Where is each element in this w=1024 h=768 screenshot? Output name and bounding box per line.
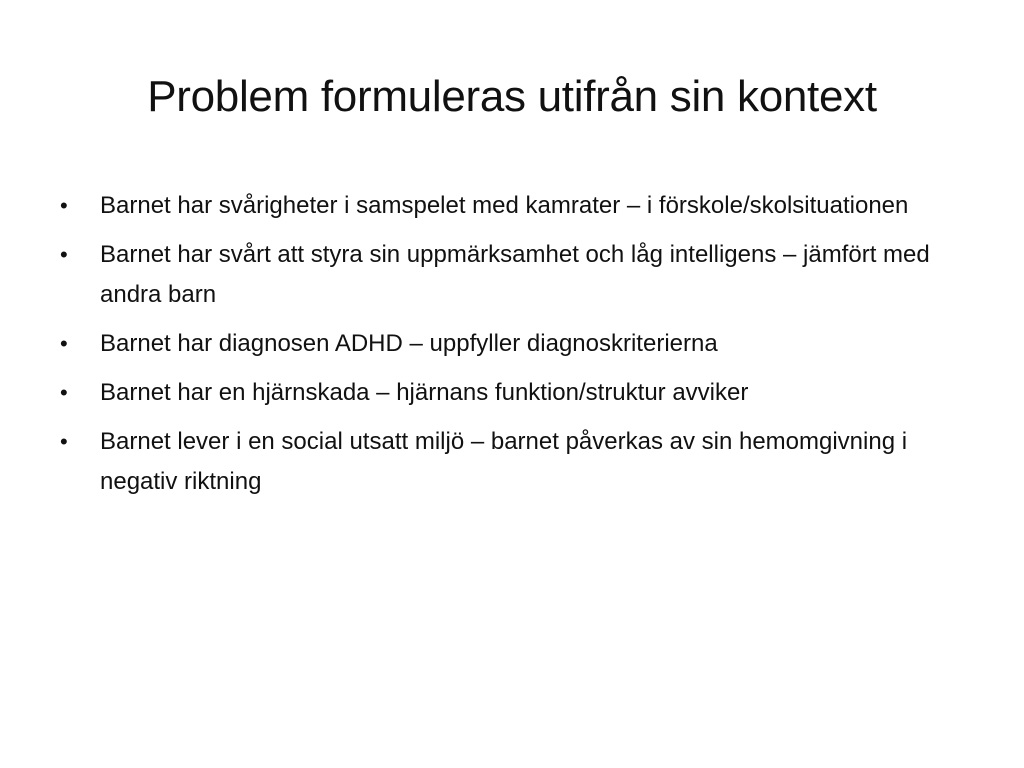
bullet-icon: • [60, 331, 68, 356]
bullet-text: Barnet lever i en social utsatt miljö – barnet påverkas av sin hemomgivning i negativ riktning [100, 428, 908, 495]
slide-title: Problem formuleras utifrån sin kontext [147, 72, 877, 121]
bullet-item-5 [58, 422, 978, 502]
bullet-item-1 [58, 186, 978, 226]
bullet-icon: • [60, 380, 68, 405]
bullet-text: Barnet har en hjärnskada – hjärnans funktion/struktur avviker [100, 379, 749, 406]
bullet-text: Barnet har svårt att styra sin uppmärksamhet och låg intelligens – jämfört med andra barn [100, 241, 930, 308]
bullet-icon: • [60, 242, 68, 267]
bullet-icon: • [60, 429, 68, 454]
bullet-text: Barnet har svårigheter i samspelet med kamrater – i förskole/skolsituationen [100, 192, 909, 219]
bullet-item-3 [58, 324, 978, 364]
bullet-icon: • [60, 193, 68, 218]
bullet-list [58, 186, 978, 511]
bullet-text: Barnet har diagnosen ADHD – uppfyller diagnoskriterierna [100, 330, 718, 357]
bullet-item-4 [58, 373, 978, 413]
bullet-item-2 [58, 235, 978, 315]
